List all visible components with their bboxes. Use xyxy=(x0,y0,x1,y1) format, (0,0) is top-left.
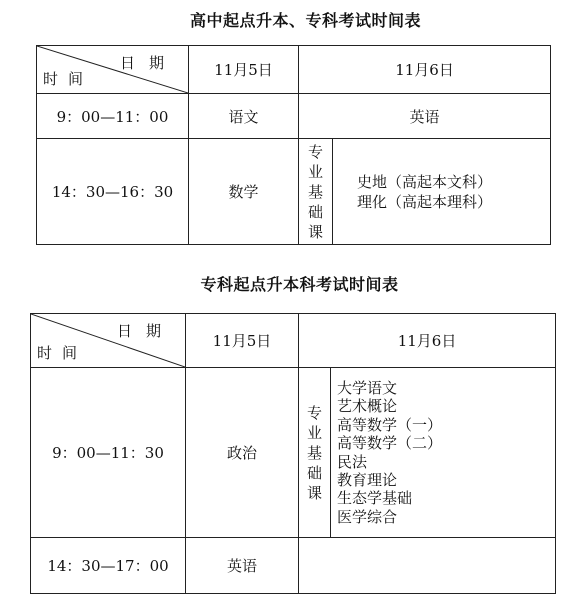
day2-header: 11月6日 xyxy=(299,314,556,368)
table-row xyxy=(31,538,556,594)
time-slot-cell: 14：30—16：30 xyxy=(37,139,189,245)
subject-cell: 英语 xyxy=(186,538,299,594)
list-item: 民法 xyxy=(337,452,368,471)
subject-list-cell xyxy=(331,368,556,538)
subject-cell: 语文 xyxy=(189,94,299,139)
diagonal-header-cell xyxy=(37,46,189,94)
time-slot-cell: 14：30—17：00 xyxy=(31,538,186,594)
table2-title: 专科起点升本科考试时间表 xyxy=(200,275,399,294)
table1-title: 高中起点升本、专科考试时间表 xyxy=(189,11,421,30)
subject-cell: 英语 xyxy=(299,94,551,139)
diagonal-header-cell xyxy=(31,314,186,368)
exam-schedule-table-college xyxy=(30,313,556,594)
list-item: 教育理论 xyxy=(337,470,398,489)
exam-schedule-table-high-school xyxy=(36,45,551,245)
category-cell xyxy=(299,139,333,245)
time-slot-cell: 9：00—11：00 xyxy=(37,94,189,139)
list-item: 理化（高起本理科） xyxy=(357,192,493,211)
time-label: 时间 xyxy=(43,70,94,88)
list-item: 大学语文 xyxy=(337,378,398,397)
day2-header: 11月6日 xyxy=(299,46,551,94)
day1-header: 11月5日 xyxy=(186,314,299,368)
list-item: 高等数学（二） xyxy=(337,434,443,453)
table-row xyxy=(37,94,551,139)
list-item: 艺术概论 xyxy=(337,397,398,416)
date-label: 日期 xyxy=(119,54,178,72)
category-label: 专业基础课 xyxy=(306,403,322,502)
subject-cell: 政治 xyxy=(186,368,299,538)
empty-cell xyxy=(299,538,556,594)
subject-cell: 数学 xyxy=(189,139,299,245)
table-header-row xyxy=(31,314,556,368)
category-cell xyxy=(299,368,331,538)
date-label: 日期 xyxy=(116,322,175,340)
list-item: 高等数学（一） xyxy=(337,415,443,434)
subject-list-cell xyxy=(333,139,551,245)
time-slot-cell: 9：00—11：30 xyxy=(31,368,186,538)
list-item: 医学综合 xyxy=(337,507,398,526)
category-label: 专业基础课 xyxy=(307,142,323,241)
table-row xyxy=(31,368,556,538)
list-item: 史地（高起本文科） xyxy=(357,172,493,191)
day1-header: 11月5日 xyxy=(189,46,299,94)
table-row xyxy=(37,139,551,245)
list-item: 生态学基础 xyxy=(337,489,413,508)
time-label: 时间 xyxy=(37,344,88,362)
table-header-row xyxy=(37,46,551,94)
